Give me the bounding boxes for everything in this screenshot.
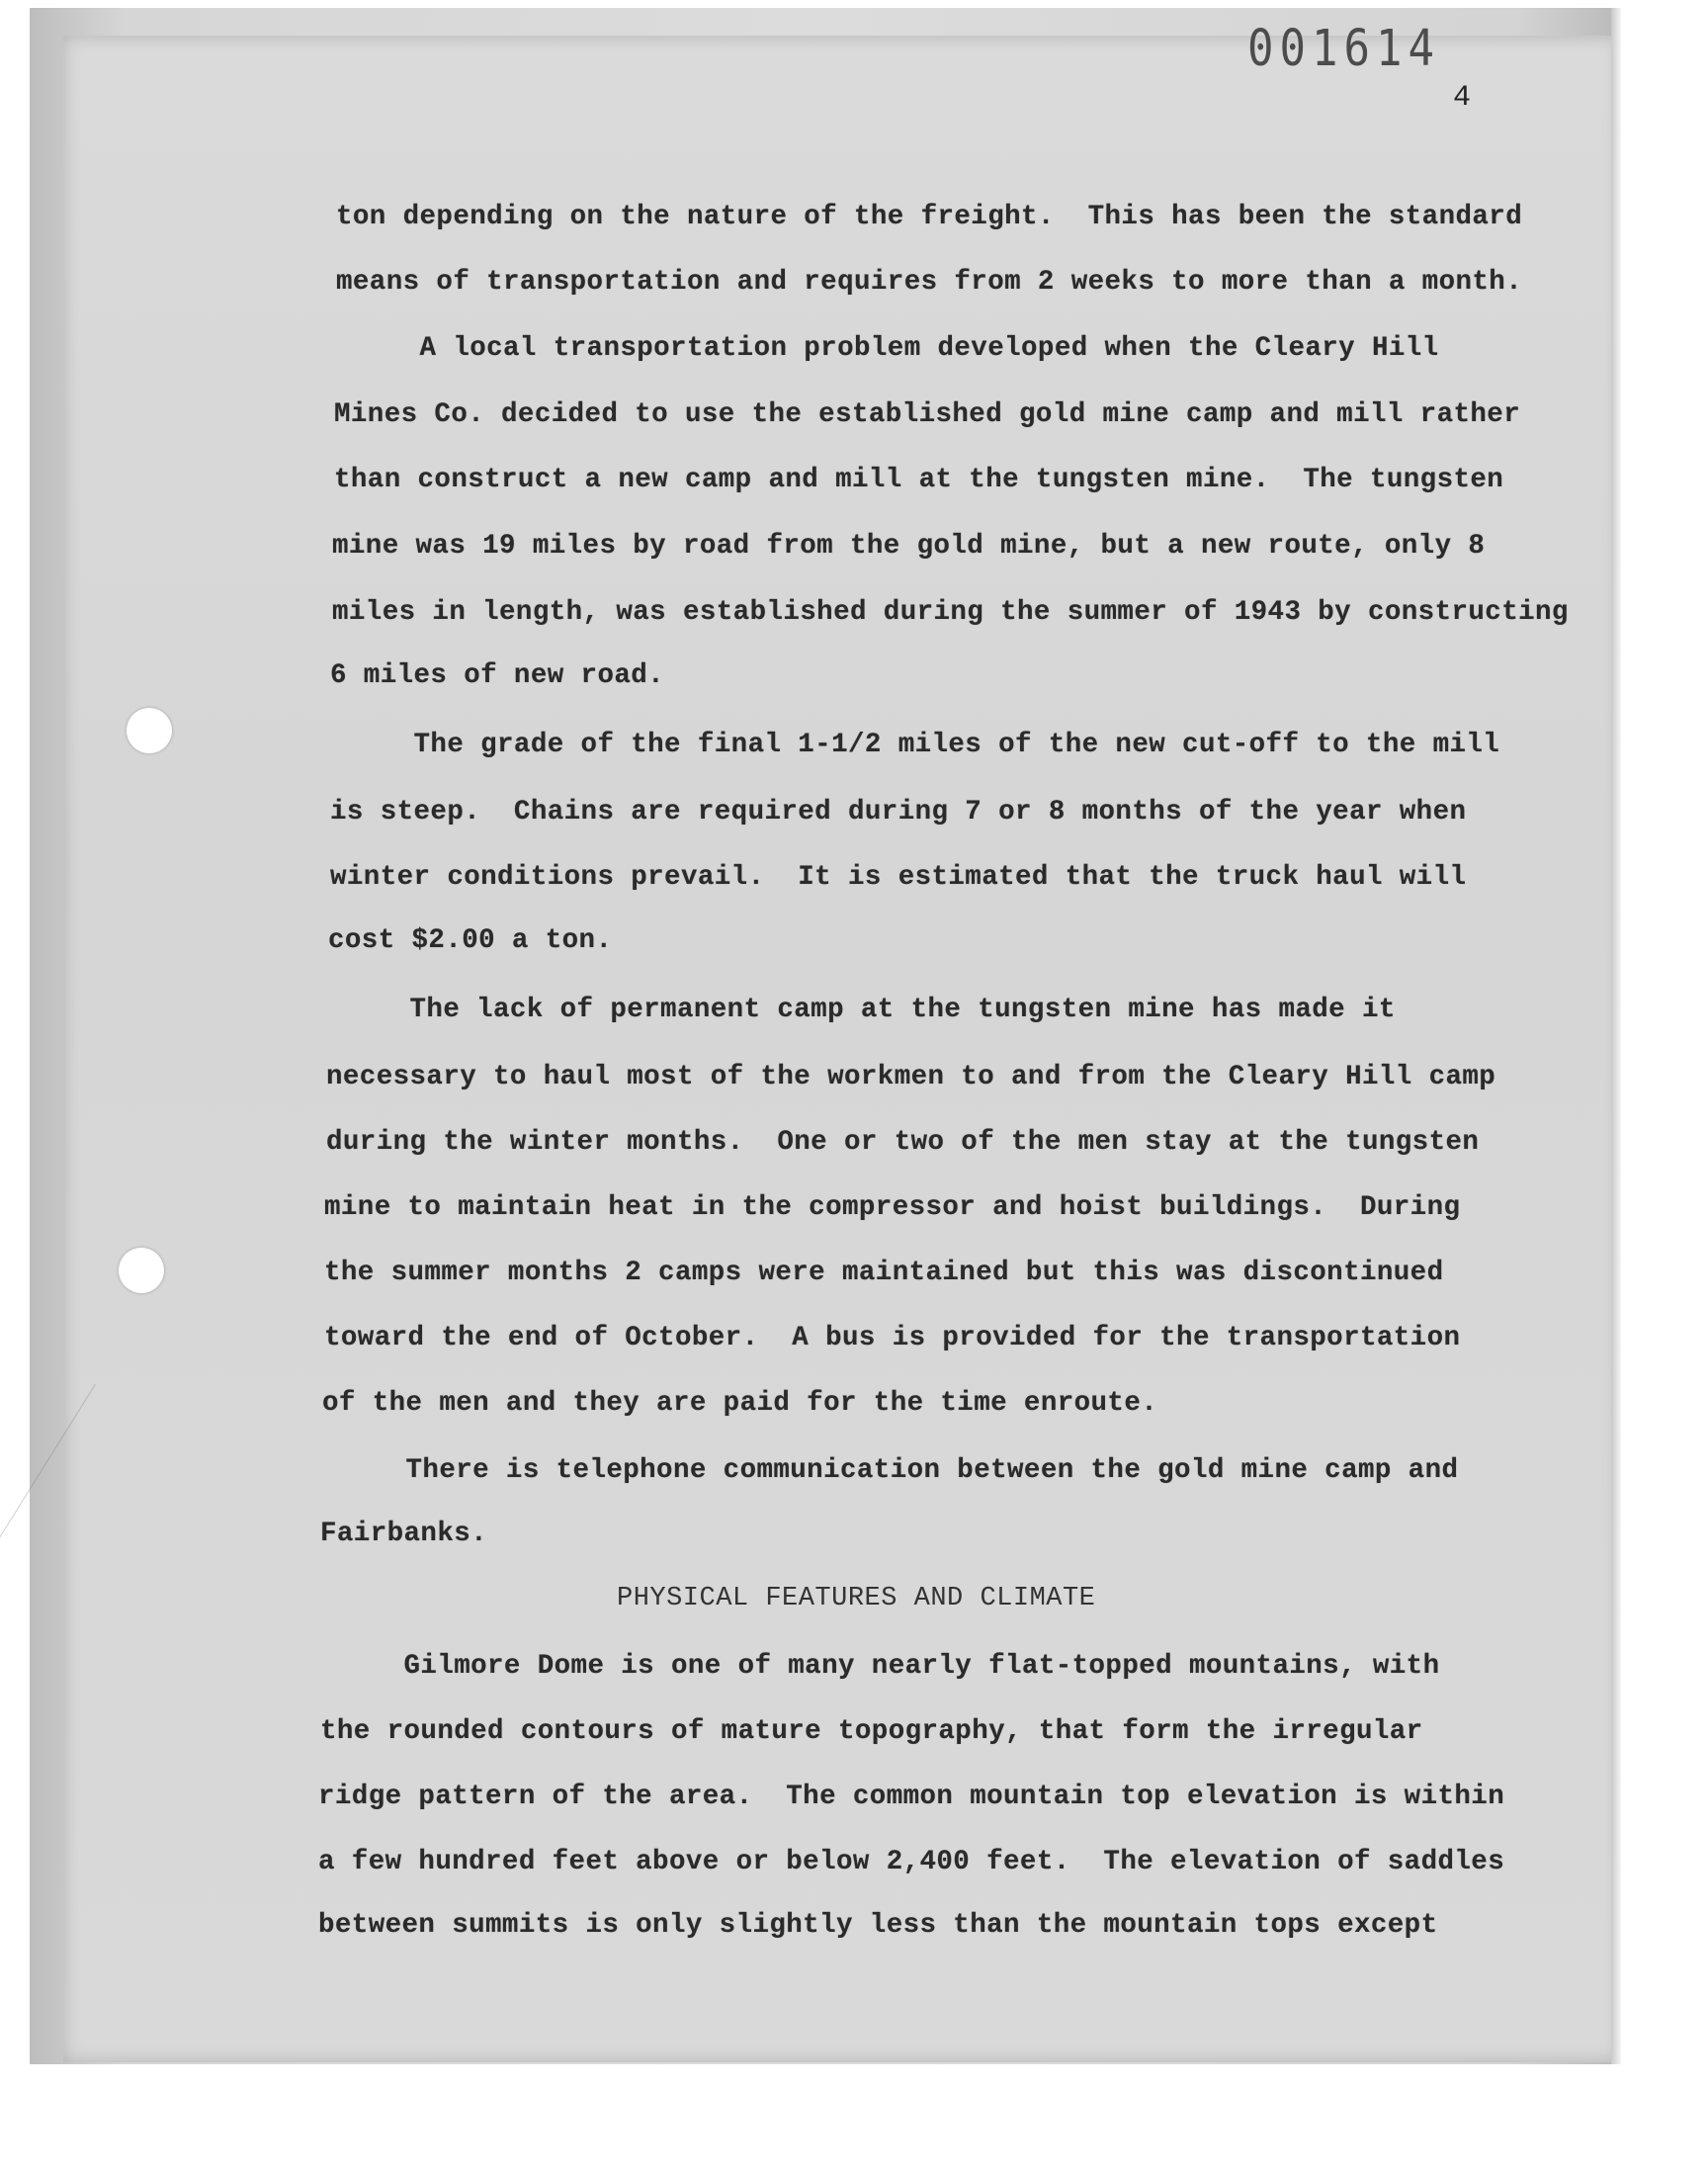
punch-hole-bottom — [119, 1248, 164, 1293]
text-line: necessary to haul most of the workmen to and from the Cleary Hill camp — [326, 1062, 1496, 1092]
page-edge — [1611, 8, 1621, 2064]
text-line: Fairbanks. — [320, 1519, 488, 1549]
text-line: mine to maintain heat in the compressor and hoist buildings. During — [324, 1192, 1461, 1223]
text-line: miles in length, was established during the summer of 1943 by constructing — [332, 597, 1569, 628]
text-line: Gilmore Dome is one of many nearly flat-topped mountains, with — [320, 1651, 1440, 1682]
text-line: the rounded contours of mature topography, that form the irregular — [320, 1716, 1423, 1747]
text-line: the summer months 2 camps were maintained but this was discontinued — [324, 1258, 1444, 1288]
text-line: of the men and they are paid for the time enroute. — [322, 1388, 1158, 1419]
text-line: between summits is only slightly less than the mountain tops except — [318, 1910, 1438, 1941]
punch-hole-top — [127, 708, 172, 753]
text-line: a few hundred feet above or below 2,400 feet. The elevation of saddles — [318, 1847, 1505, 1877]
text-line: Mines Co. decided to use the established gold mine camp and mill rather — [334, 399, 1521, 430]
text-line: There is telephone communication between the gold mine camp and — [322, 1455, 1459, 1486]
text-line: ton depending on the nature of the freight. This has been the standard — [336, 202, 1523, 232]
text-line: winter conditions prevail. It is estimated that the truck haul will — [330, 862, 1467, 893]
page-number: 4 — [1453, 81, 1472, 115]
text-line: is steep. Chains are required during 7 or 8 months of the year when — [330, 797, 1467, 827]
text-line: cost $2.00 a ton. — [328, 925, 613, 956]
text-line: 6 miles of new road. — [330, 660, 665, 691]
text-line: A local transportation problem developed when the Cleary Hill — [336, 333, 1439, 364]
text-line: ridge pattern of the area. The common mountain top elevation is within — [318, 1782, 1505, 1812]
section-heading: PHYSICAL FEATURES AND CLIMATE — [617, 1584, 1096, 1613]
text-line: mine was 19 miles by road from the gold mine, but a new route, only 8 — [332, 531, 1486, 562]
text-line: The grade of the final 1-1/2 miles of the new cut-off to the mill — [330, 730, 1500, 760]
text-line: toward the end of October. A bus is provided for the transportation — [324, 1323, 1461, 1353]
document-stamp-number: 001614 — [1247, 20, 1440, 78]
text-line: during the winter months. One or two of the men stay at the tungsten — [326, 1127, 1480, 1158]
text-line: The lack of permanent camp at the tungsten mine has made it — [326, 995, 1396, 1025]
text-line: means of transportation and requires from 2 weeks to more than a month. — [336, 267, 1523, 298]
text-line: than construct a new camp and mill at the tungsten mine. The tungsten — [334, 465, 1504, 495]
